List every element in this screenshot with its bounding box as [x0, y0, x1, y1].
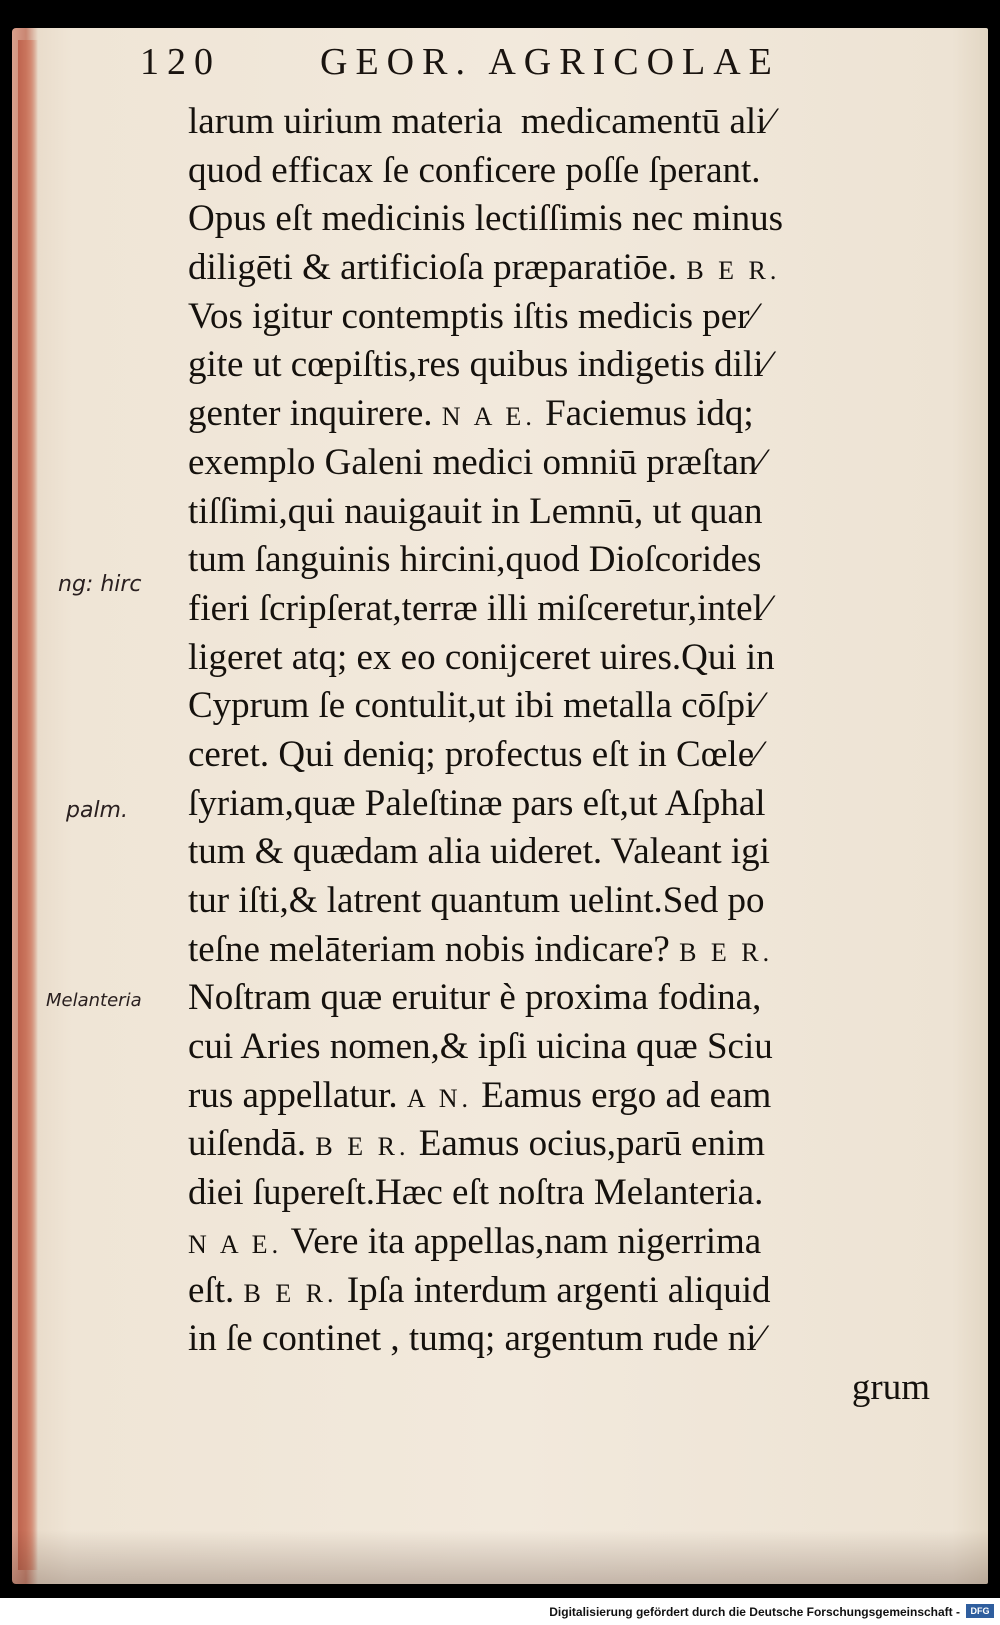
line-text: genter inquirere.: [188, 393, 442, 435]
page-header: [140, 40, 900, 90]
running-head: GEOR. AGRICOLAE: [320, 41, 780, 83]
text-line: ſyriam,quæ Paleſtinæ pars eſt,ut Aſphal: [188, 782, 766, 824]
text-line: [188, 1218, 930, 1267]
speaker-label: B E R.: [315, 1132, 410, 1162]
text-line: in ſe continet , tumq; argentum rude ni⁄: [188, 1318, 763, 1360]
line-text: Eamus ergo ad eam: [471, 1074, 772, 1116]
text-line: tiſſimi,qui nauigauit in Lemnū, ut quan: [188, 490, 763, 532]
text-line: Opus eſt medicinis lectiſſimis nec minus: [188, 198, 783, 240]
line-text: rus appellatur.: [188, 1074, 407, 1116]
text-line: ligeret atq; ex eo conijceret uires.Qui in: [188, 636, 775, 678]
text-line: ceret. Qui deniq; profectus eſt in Cœle⁄: [188, 733, 761, 775]
text-line: Vos igitur contemptis iſtis medicis per⁄: [188, 295, 756, 337]
text-line: tum & quædam alia uideret. Valeant igi: [188, 831, 770, 873]
margin-note: palm.: [66, 798, 128, 823]
line-text: Eamus ocius,parū enim: [409, 1123, 766, 1165]
text-line: [188, 1072, 930, 1121]
text-line: [188, 1267, 930, 1316]
speaker-label: B E R.: [686, 256, 781, 286]
footer-bar: [0, 1598, 1000, 1625]
speaker-label: N A E.: [441, 402, 536, 432]
text-line: diei ſupereſt.Hæc eſt noſtra Melanteria.: [188, 1172, 764, 1214]
footer-credit: Digitalisierung gefördert durch die Deutsche Forschungsgemeinschaft -: [549, 1605, 960, 1619]
line-text: eſt.: [188, 1269, 244, 1311]
margin-note: ng: hirc: [58, 572, 142, 597]
line-text: Faciemus idq;: [535, 393, 754, 435]
text-line: fieri ſcripſerat,terræ illi miſceretur,intel⁄: [188, 587, 770, 629]
text-line: [188, 244, 930, 293]
text-line: Noſtram quæ eruitur è proxima fodina,: [188, 977, 762, 1019]
body-text: [188, 98, 930, 1413]
text-line: gite ut cœpiſtis,res quibus indigetis dili⁄: [188, 344, 770, 386]
margin-note: Melanteria: [46, 990, 142, 1011]
text-line: larum uirium materia medicamentū ali⁄: [188, 101, 773, 142]
text-line: [188, 390, 930, 439]
text-line: tum ſanguinis hircini,quod Dioſcorides: [188, 539, 762, 581]
text-line: quod efficax ſe conficere poſſe ſperant.: [188, 149, 761, 191]
speaker-label: A N.: [406, 1083, 472, 1113]
speaker-label: B E R.: [243, 1278, 338, 1308]
text-line: [188, 1120, 930, 1169]
text-line: exemplo Galeni medici omniū præſtan⁄: [188, 441, 764, 483]
dfg-logo-icon: DFG: [966, 1604, 994, 1618]
line-text: Vere ita appellas,nam nigerrima: [282, 1220, 762, 1262]
page-number: 120: [140, 41, 221, 83]
line-text: teſne melāteriam nobis indicare?: [188, 928, 680, 970]
catchword: grum: [851, 1366, 930, 1408]
text-line: tur iſti,& latrent quantum uelint.Sed po: [188, 880, 765, 921]
speaker-label: B E R.: [679, 937, 774, 967]
text-line: cui Aries nomen,& ipſi uicina quæ Sciu: [188, 1026, 773, 1068]
line-text: Ipſa interdum argenti aliquid: [337, 1269, 771, 1311]
line-text: diligēti & artificioſa præparatiōe.: [188, 247, 687, 289]
page-shadow: [12, 1530, 988, 1584]
text-line: [188, 926, 930, 975]
page-edge: [18, 40, 38, 1570]
line-text: uiſendā.: [188, 1123, 316, 1165]
speaker-label: N A E.: [188, 1229, 283, 1259]
text-line: Cyprum ſe contulit,ut ibi metalla cōſpi⁄: [188, 685, 762, 727]
